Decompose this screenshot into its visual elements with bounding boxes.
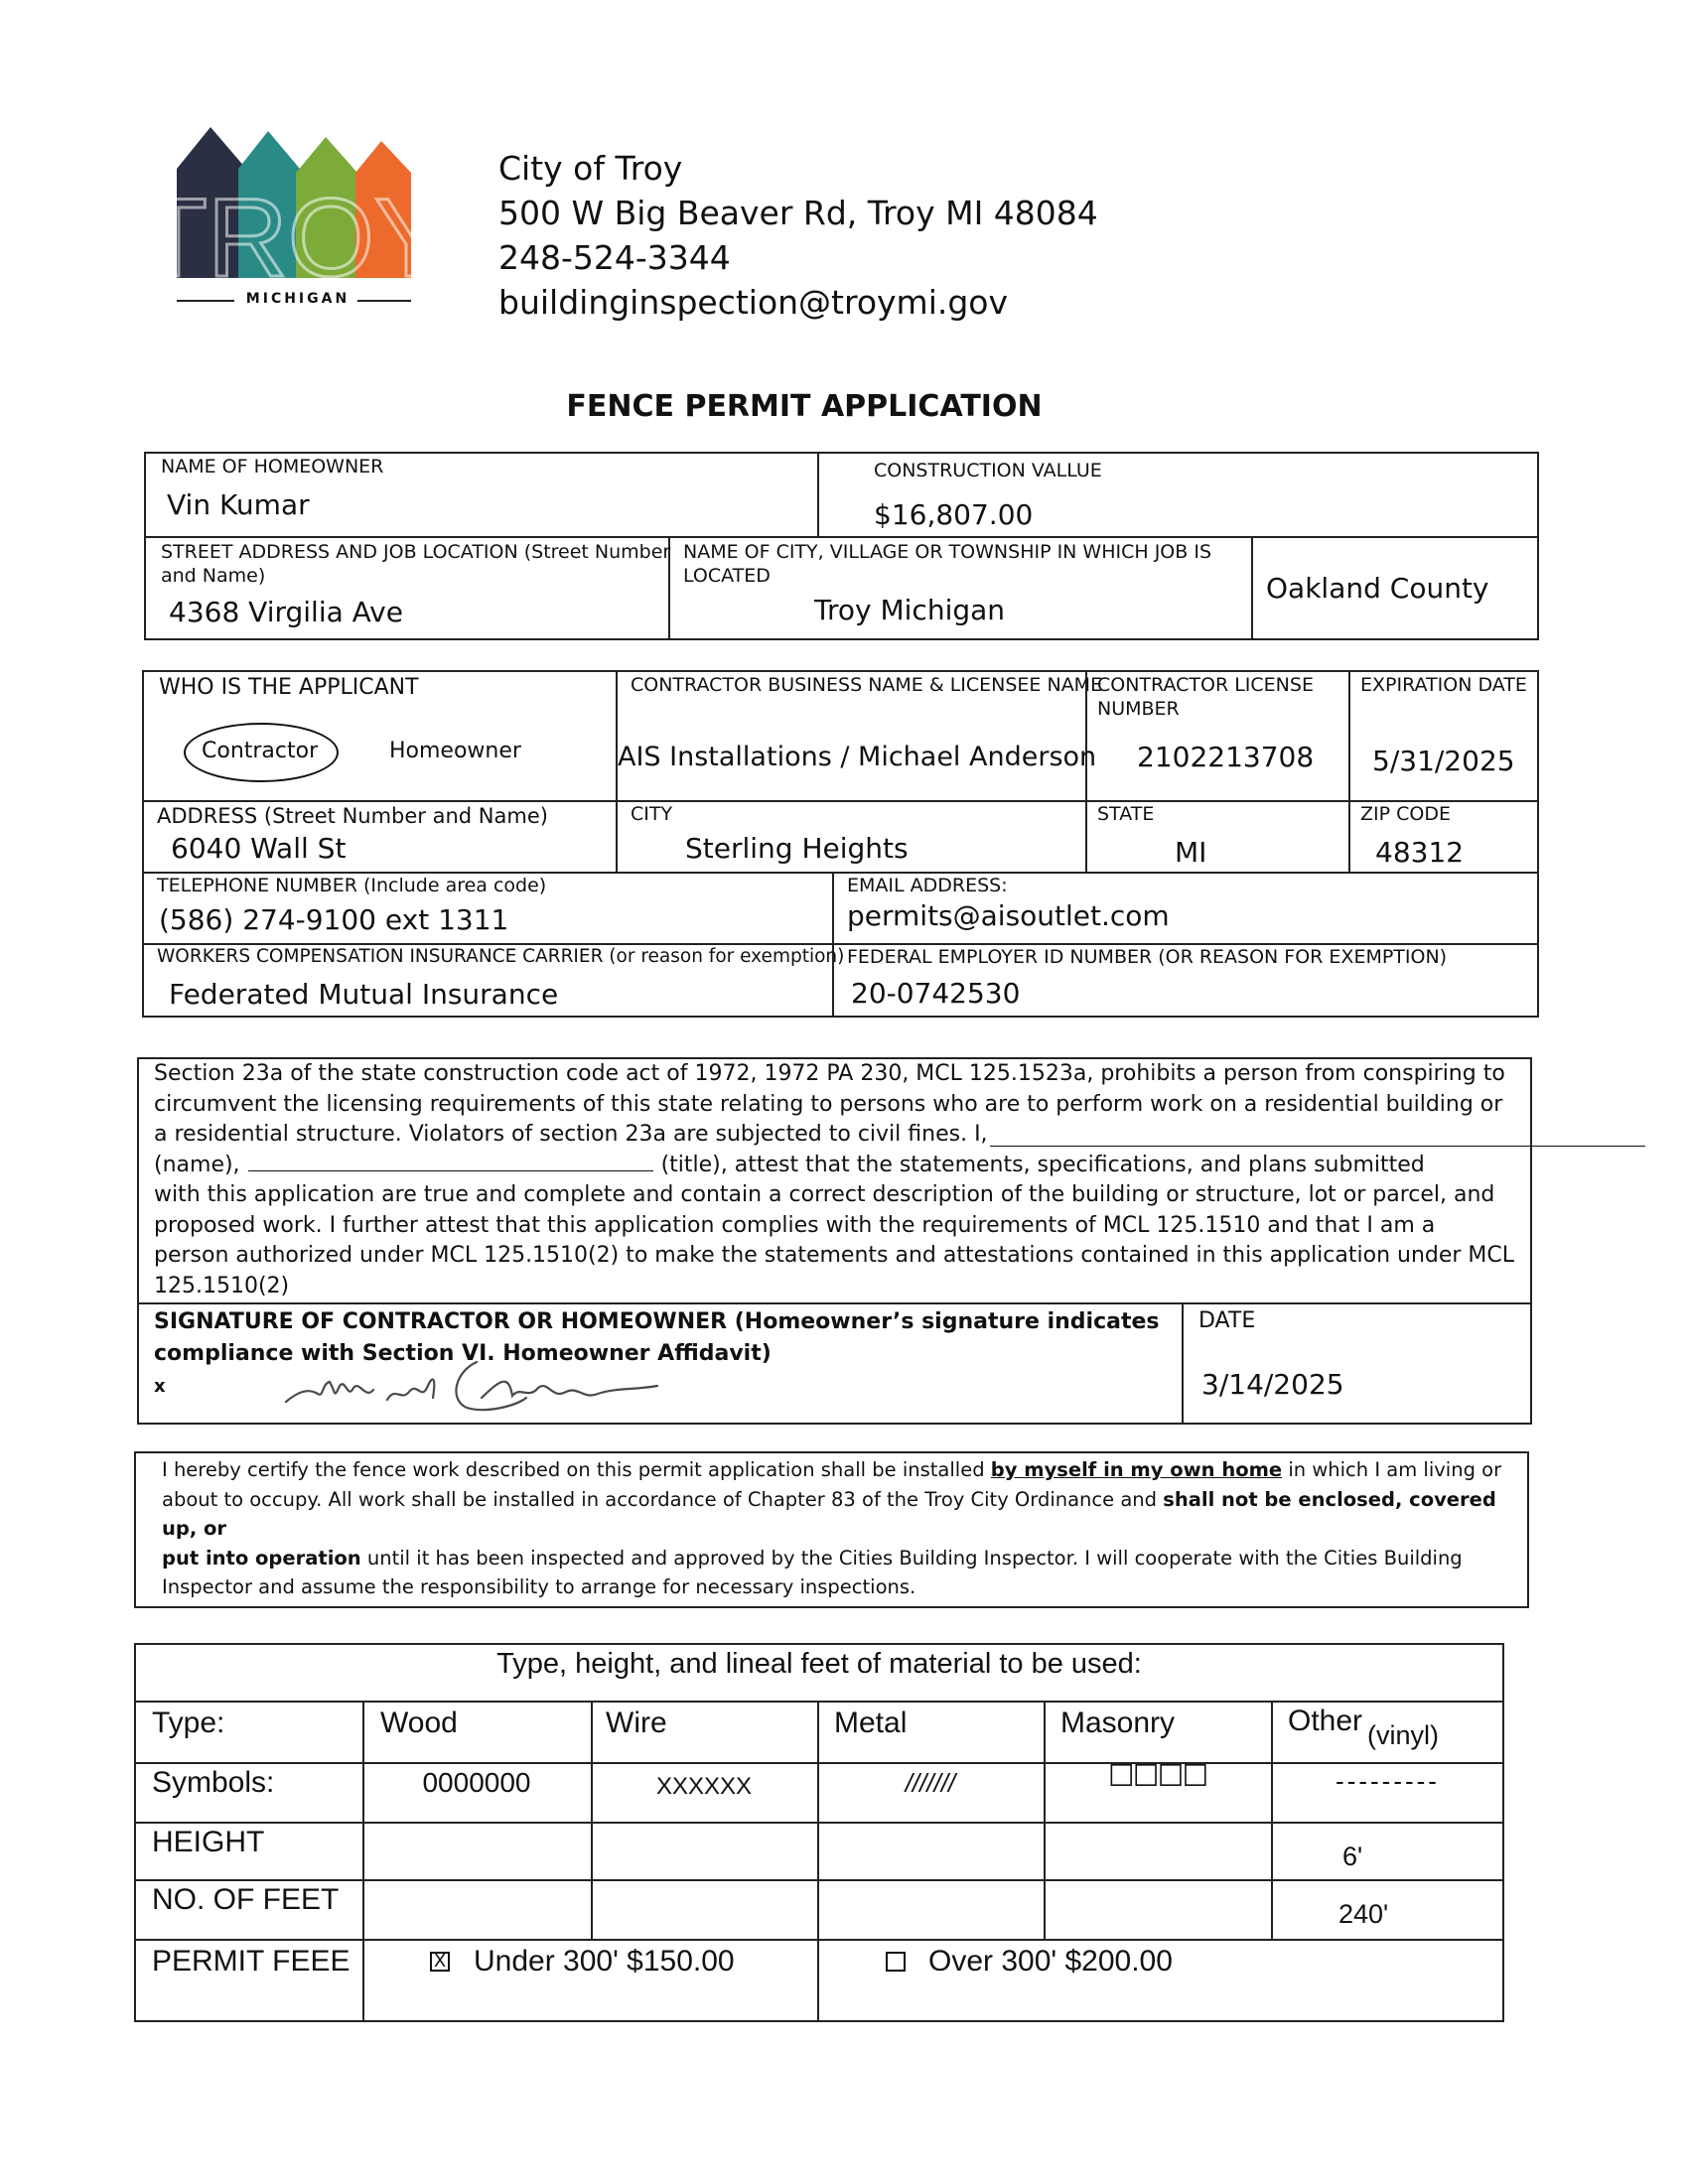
symbol-masonry: ☐☐☐☐ (1107, 1759, 1207, 1794)
city-label: CITY (631, 803, 673, 825)
org-email: buildinginspection@troymi.gov (498, 283, 1009, 322)
expiration-date-field[interactable]: 5/31/2025 (1372, 745, 1515, 777)
street-address-label: STREET ADDRESS AND JOB LOCATION (Street Number and Name) (161, 541, 671, 587)
state-label: STATE (1097, 803, 1155, 825)
signature-field[interactable] (278, 1342, 695, 1422)
type-wood: Wood (380, 1706, 458, 1739)
org-phone: 248-524-3344 (498, 238, 731, 277)
construction-value-field[interactable]: $16,807.00 (874, 498, 1034, 531)
not-enclosed-emphasis: shall not be enclosed, covered up, or (162, 1487, 1496, 1540)
height-label: HEIGHT (152, 1826, 265, 1858)
zip-label: ZIP CODE (1360, 803, 1451, 825)
fee-over-label: Over 300' $200.00 (928, 1945, 1173, 1978)
job-city-field[interactable]: Troy Michigan (814, 594, 1006, 626)
state-field[interactable]: MI (1175, 836, 1207, 869)
certify-text: I hereby certify the fence work described on this permit application shall be installed by myself in my own home in which I am living or about to occupy. All work shall be installed in accordance of Chapter 83 of the Troy City Ordinance and shall not be enclosed, covered up, or put into operation until it has been inspected and approved by the Cities Building Inspector. I will cooperate with the Cities Building Inspector and assume the responsibility to arrange for necessary inspections. (162, 1458, 1502, 1598)
telephone-field[interactable]: (586) 274-9100 ext 1311 (159, 903, 509, 936)
type-masonry: Masonry (1060, 1706, 1176, 1739)
email-field[interactable]: permits@aisoutlet.com (847, 899, 1170, 932)
handwritten-signature (278, 1342, 695, 1422)
workers-comp-label: WORKERS COMPENSATION INSURANCE CARRIER (or reason for exemption) (157, 946, 845, 967)
signature-x: x (154, 1376, 166, 1397)
fein-field[interactable]: 20-0742530 (851, 977, 1021, 1010)
type-other: Other (1288, 1705, 1363, 1737)
type-other-note: (vinyl) (1367, 1720, 1439, 1750)
contractor-option-label: Contractor (202, 739, 319, 763)
symbols-label: Symbols: (152, 1766, 275, 1799)
business-name-field[interactable]: AIS Installations / Michael Anderson (618, 742, 1097, 772)
applicant-contractor-option[interactable] (184, 723, 339, 782)
org-name: City of Troy (498, 149, 683, 188)
license-number-label: CONTRACTOR LICENSE NUMBER (1097, 674, 1314, 720)
applicant-homeowner-option[interactable]: Homeowner (389, 739, 521, 763)
attestation-text: Section 23a of the state construction code act of 1972, 1972 PA 230, MCL 125.1523a, prohibits a person from conspiring to circumvent the licensing requirements of this state relating to persons who are to perform work on a residential building or a residential structure. Violators of section 23a are subjected to civil fines. I, (name), (title), attest that the statements, specifications, and plans submitted with this application are true and complete and contain a correct description of the building or structure, lot or parcel, and proposed work. I further attest that this application complies with the requirements of MCL 125.1510 and that I am a person authorized under MCL 125.1510(2) to make the statements and attestations contained in this application under MCL 125.1510(2) (154, 1059, 1524, 1301)
type-metal: Metal (834, 1706, 908, 1739)
address-field[interactable]: 6040 Wall St (171, 832, 347, 865)
material-title: Type, height, and lineal feet of material to be used: (496, 1648, 1142, 1680)
workers-comp-field[interactable]: Federated Mutual Insurance (169, 978, 559, 1011)
org-address: 500 W Big Beaver Rd, Troy MI 48084 (498, 194, 1098, 232)
county-field[interactable]: Oakland County (1266, 572, 1489, 605)
troy-logo (177, 127, 415, 316)
symbol-wire: XXXXXX (655, 1773, 753, 1800)
title-line[interactable] (248, 1151, 653, 1171)
svg-text:TROY: ROY (207, 176, 415, 300)
expiration-date-label: EXPIRATION DATE (1360, 674, 1527, 696)
signature-label: SIGNATURE OF CONTRACTOR OR HOMEOWNER (Homeowner’s signature indicates compliance with Section VI. Homeowner Affidavit) (154, 1309, 1160, 1366)
city-field[interactable]: Sterling Heights (685, 832, 909, 865)
homeowner-name-label: NAME OF HOMEOWNER (161, 456, 384, 478)
form-title: FENCE PERMIT APPLICATION (566, 389, 1043, 424)
license-number-field[interactable]: 2102213708 (1137, 741, 1315, 773)
symbol-wood: 0000000 (422, 1767, 531, 1798)
date-field[interactable]: 3/14/2025 (1201, 1368, 1344, 1401)
zip-field[interactable]: 48312 (1375, 836, 1465, 869)
email-label: EMAIL ADDRESS: (847, 875, 1008, 896)
feet-other-field[interactable]: 240' (1338, 1899, 1389, 1929)
feet-label: NO. OF FEET (152, 1883, 340, 1916)
fee-over-checkbox[interactable] (886, 1952, 906, 1972)
street-address-field[interactable]: 4368 Virgilia Ave (169, 596, 403, 628)
permit-fee-label: PERMIT FEEE (152, 1945, 351, 1978)
symbol-other: --------- (1336, 1766, 1440, 1796)
type-wire: Wire (606, 1706, 667, 1739)
type-label: Type: (152, 1706, 225, 1739)
fein-label: FEDERAL EMPLOYER ID NUMBER (OR REASON FOR EXEMPTION) (847, 946, 1448, 968)
business-name-label: CONTRACTOR BUSINESS NAME & LICENSEE NAME (631, 674, 1103, 696)
symbol-metal: /////// (905, 1768, 956, 1798)
fee-under-checkbox[interactable]: X (430, 1952, 450, 1972)
who-applicant-label: WHO IS THE APPLICANT (159, 675, 419, 700)
logo-sub: MICHIGAN (245, 291, 351, 307)
address-label: ADDRESS (Street Number and Name) (157, 804, 548, 828)
troy-logo-graphic (177, 127, 415, 316)
fee-under-label: Under 300' $150.00 (474, 1945, 735, 1978)
construction-value-label: CONSTRUCTION VALLUE (874, 460, 1102, 481)
homeowner-name-field[interactable]: Vin Kumar (167, 488, 310, 521)
telephone-label: TELEPHONE NUMBER (Include area code) (157, 875, 547, 896)
own-home-emphasis: by myself in my own home (990, 1458, 1283, 1481)
height-other-field[interactable]: 6' (1342, 1842, 1363, 1871)
date-label: DATE (1198, 1308, 1256, 1333)
operation-emphasis: put into operation (162, 1546, 361, 1570)
name-line[interactable] (990, 1146, 1645, 1147)
job-city-label: NAME OF CITY, VILLAGE OR TOWNSHIP IN WHICH JOB IS LOCATED (683, 541, 1211, 587)
